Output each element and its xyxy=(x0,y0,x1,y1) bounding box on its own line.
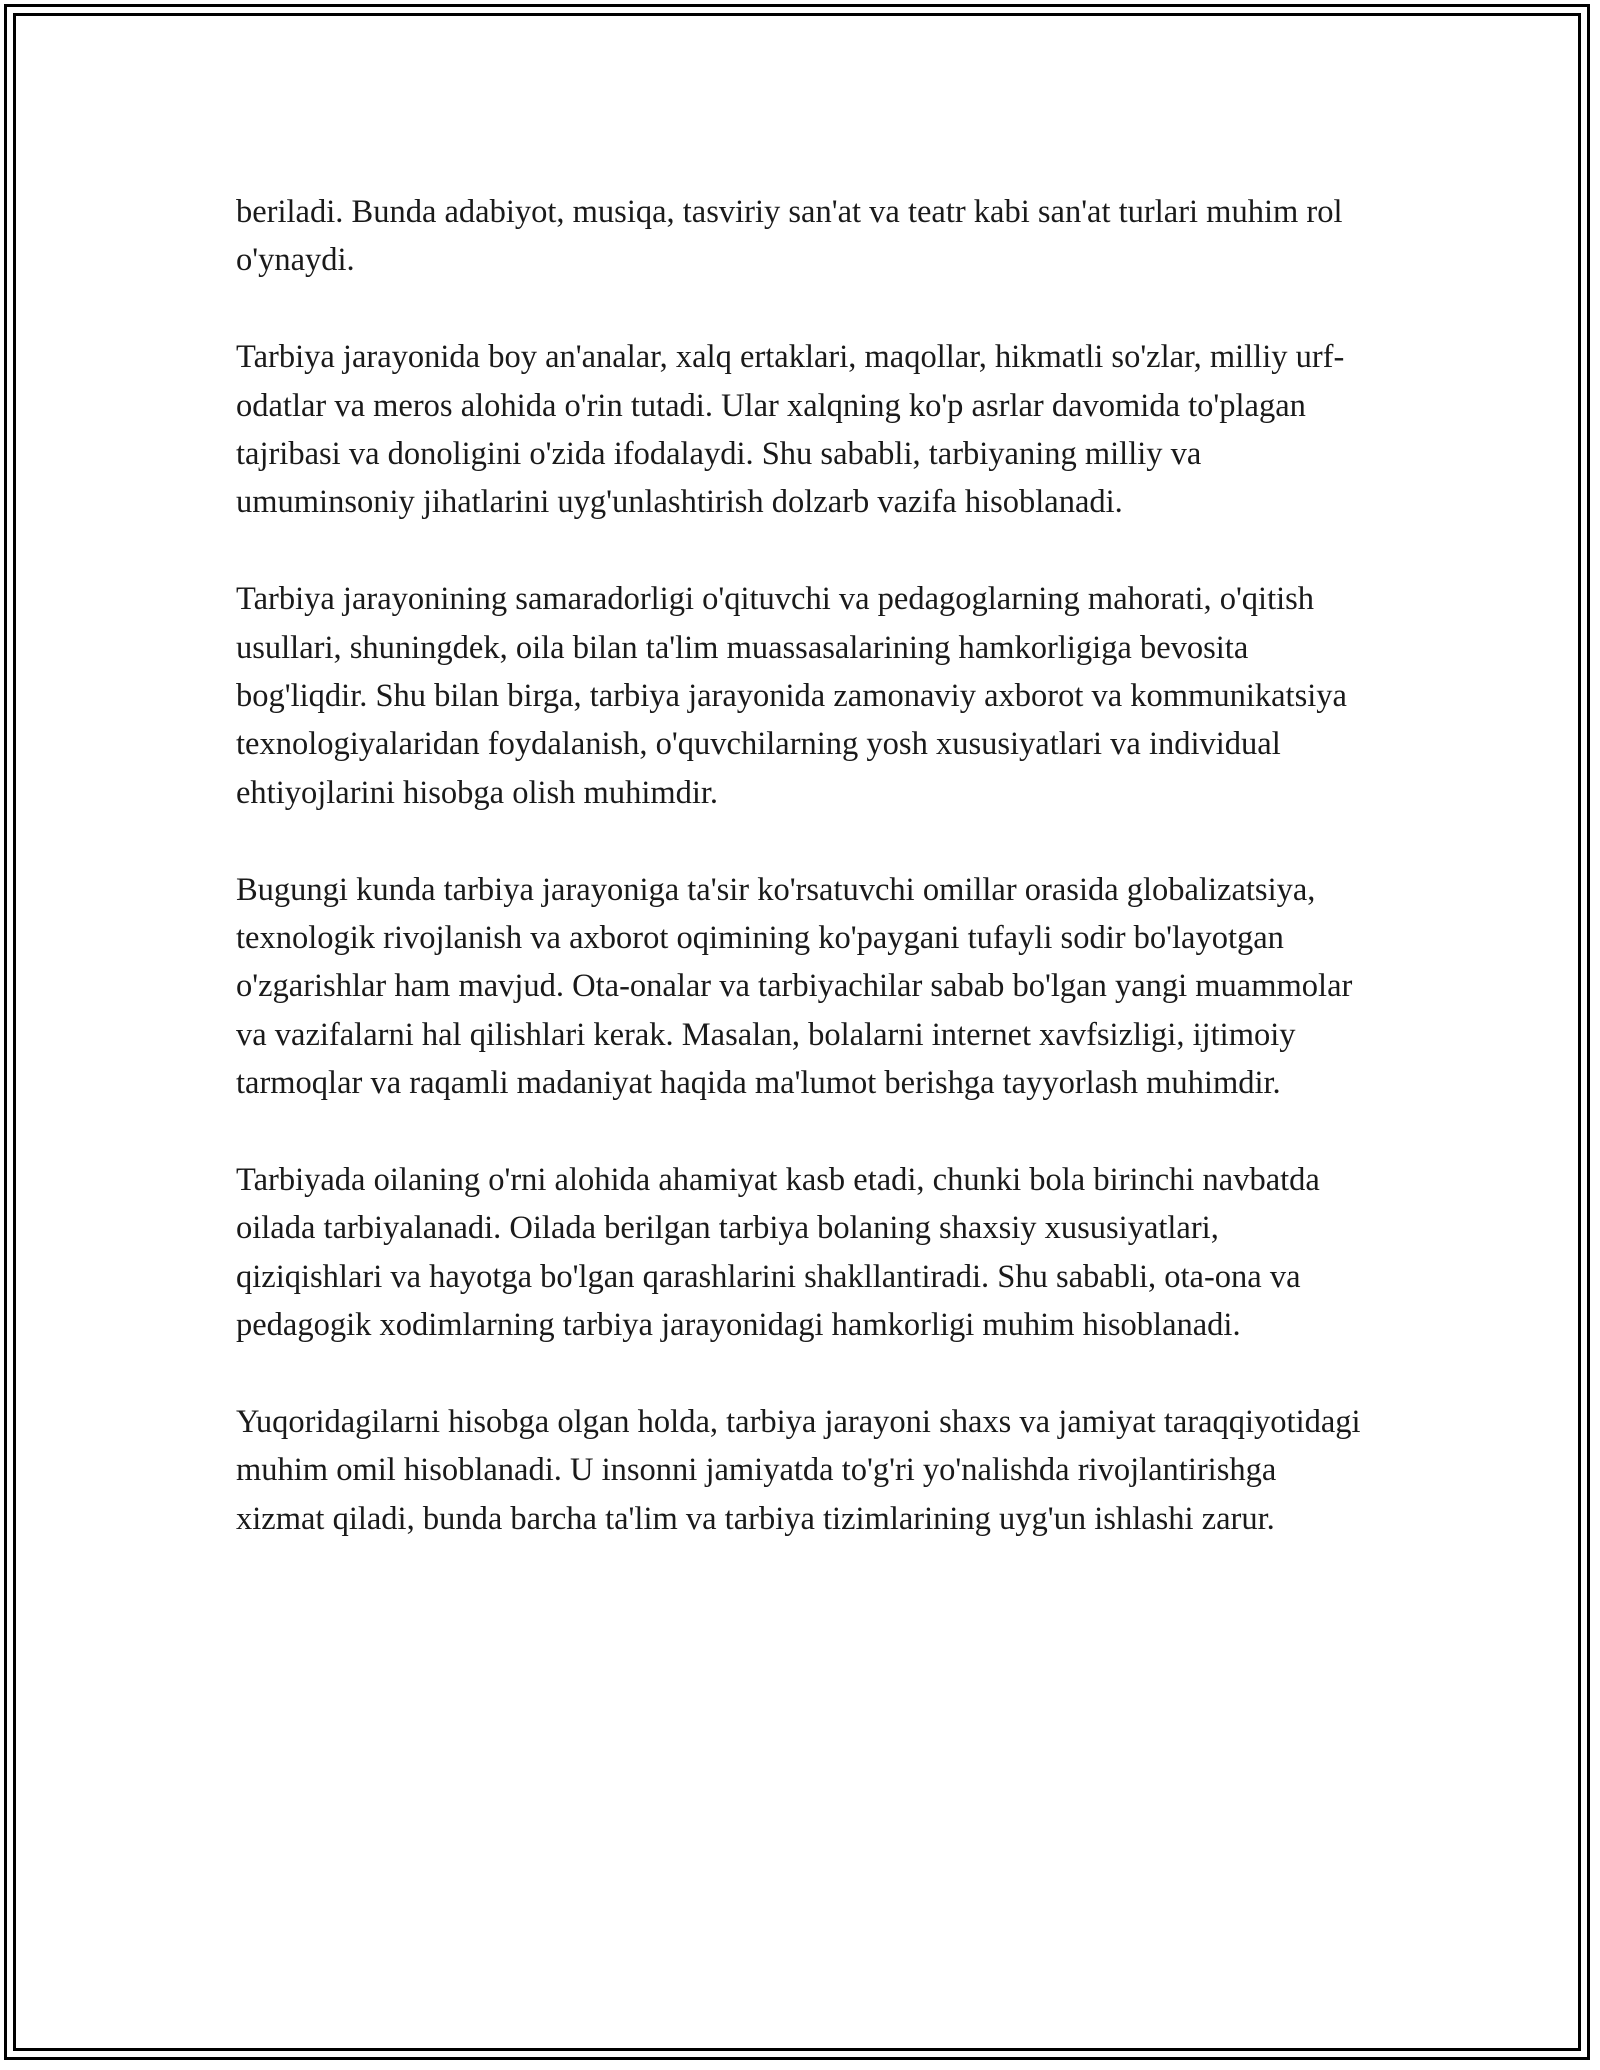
paragraph: Bugungi kunda tarbiya jarayoniga ta'sir ko'rsatuvchi omillar orasida globalizatsiya, texnologik rivojlanish va axborot oqimining ko'paygani tufayli sodir bo'layotgan o'zgarishlar ham mavjud. Ota-onalar va tarbiyachilar sabab bo'lgan yangi muammolar va vazifalarni hal qilishlari kerak. Masalan, bolalarni internet xavfsizligi, ijtimoiy tarmoqlar va raqamli madaniyat haqida ma'lumot berishga tayyorlash muhimdir. xyxy=(236,871,1353,1102)
document-body xyxy=(236,188,1372,1543)
paragraph: Tarbiya jarayonida boy an'analar, xalq ertaklari, maqollar, hikmatli so'zlar, milliy urf-odatlar va meros alohida o'rin tutadi. Ular xalqning ko'p asrlar davomida to'plagan tajribasi va donoligini o'zida ifodalaydi. Shu sababli, tarbiyaning milliy va umuminsoniy jihatlarini uyg'unlashtirish dolzarb vazifa hisoblanadi. xyxy=(236,339,1345,521)
paragraph: Tarbiyada oilaning o'rni alohida ahamiyat kasb etadi, chunki bola birinchi navbatda oilada tarbiyalanadi. Oilada berilgan tarbiya bolaning shaxsiy xususiyatlari, qiziqishlari va hayotga bo'lgan qarashlarini shakllantiradi. Shu sababli, ota-ona va pedagogik xodimlarning tarbiya jarayonidagi hamkorligi muhim hisoblanadi. xyxy=(236,1162,1320,1344)
paragraph: beriladi. Bunda adabiyot, musiqa, tasviriy san'at va teatr kabi san'at turlari muhim rol o'ynaydi. xyxy=(236,194,1343,279)
paragraph: Tarbiya jarayonining samaradorligi o'qituvchi va pedagoglarning mahorati, o'qitish usullari, shuningdek, oila bilan ta'lim muassasalarining hamkorligiga bevosita bog'liqdir. Shu bilan birga, tarbiya jarayonida zamonaviy axborot va kommunikatsiya texnologiyalaridan foydalanish, o'quvchilarning yosh xususiyatlari va individual ehtiyojlarini hisobga olish muhimdir. xyxy=(236,581,1347,811)
paragraph: Yuqoridagilarni hisobga olgan holda, tarbiya jarayoni shaxs va jamiyat taraqqiyotidagi muhim omil hisoblanadi. U insonni jamiyatda to'g'ri yo'nalishda rivojlantirishga xizmat qiladi, bunda barcha ta'lim va tarbiya tizimlarining uyg'un ishlashi zarur. xyxy=(236,1404,1361,1537)
